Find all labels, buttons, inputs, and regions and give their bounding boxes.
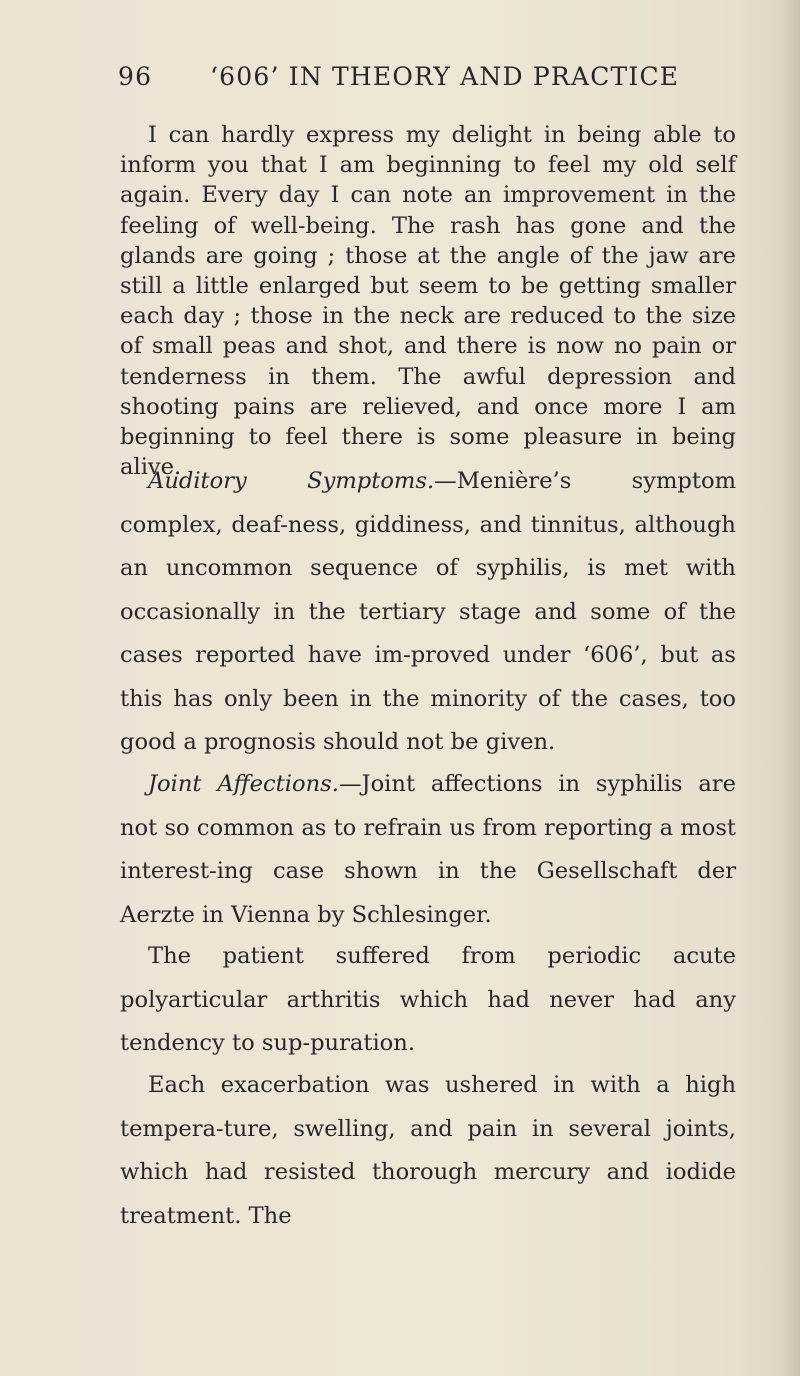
joint-affections-paragraph (120, 763, 736, 937)
auditory-symptoms-paragraph (120, 460, 736, 765)
paragraph-text: Each exacerbation was ushered in with a high tempera-ture, swelling, and pain in several joints, which had resisted thorough mercury and iodide treatment. The (120, 1072, 736, 1229)
quoted-letter-paragraph (120, 120, 736, 482)
paragraph-text: The patient suffered from periodic acute polyarticular arthritis which had never had any tendency to sup-puration. (120, 943, 736, 1056)
page-number: 96 (118, 62, 153, 91)
patient-history-paragraph (120, 935, 736, 1066)
running-header (118, 62, 678, 98)
paragraph-text: I can hardly express my delight in being able to inform you that I am beginning to feel my old self again. Every day I can note an improvement in the feeling of well-being. The rash has gone and the glands are going ; those at the angle of the jaw are still a little enlarged but seem to be getting smaller each day ; those in the neck are reduced to the size of small peas and shot, and there is now no pain or tenderness in them. The awful depression and shooting pains are relieved, and once more I am beginning to feel there is some pleasure in being alive. (120, 122, 736, 481)
page-edge-shadow (782, 0, 800, 1376)
paragraph-text: —Joint affections in syphilis are not so common as to refrain us from reporting a most interest-ing case shown in the Gesellschaft der Aerzte in Vienna by Schlesinger. (120, 771, 736, 928)
running-title: ‘606’ IN THEORY AND PRACTICE (210, 62, 680, 91)
section-heading-joint: Joint Affections. (148, 771, 339, 797)
paragraph-text: —Menière’s symptom complex, deaf-ness, giddiness, and tinnitus, although an uncommon sequence of syphilis, is met with occasionally in the tertiary stage and some of the cases reported have im-proved under ‘606’, but as this has only been in the minority of the cases, too good a prognosis should not be given. (120, 468, 737, 755)
section-heading-auditory: Auditory Symptoms. (148, 468, 435, 494)
exacerbation-paragraph (120, 1064, 736, 1238)
